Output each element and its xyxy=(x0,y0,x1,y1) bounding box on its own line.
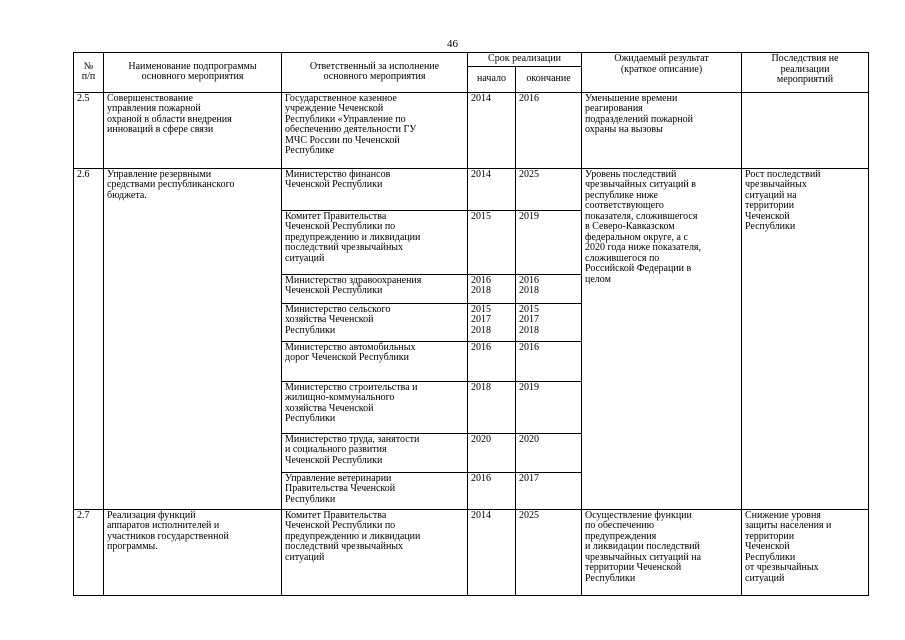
start-year: 2014 xyxy=(468,509,516,595)
row-number: 2.7 xyxy=(74,509,104,595)
header-period: Срок реализации xyxy=(468,53,582,67)
start-year: 2016 2018 xyxy=(468,274,516,303)
header-end: окончание xyxy=(516,66,582,92)
responsible-cell: Государственное казенное учреждение Чеченской Республики «Управление по обеспечению деятельности ГУ МЧС России по Чеченской Республике xyxy=(282,92,468,168)
measure-name: Управление резервными средствами республиканского бюджета. xyxy=(104,168,282,509)
measures-table xyxy=(73,52,869,596)
responsible-cell: Министерство автомобильных дорог Чеченской Республики xyxy=(282,341,468,381)
start-year: 2014 xyxy=(468,168,516,210)
responsible-cell: Министерство здравоохранения Чеченской Республики xyxy=(282,274,468,303)
end-year: 2020 xyxy=(516,433,582,472)
table-row xyxy=(74,92,869,168)
header-name: Наименование подпрограммы основного мероприятия xyxy=(104,53,282,93)
measure-name: Совершенствование управления пожарной охраной в области внедрения инноваций в сфере связи xyxy=(104,92,282,168)
expected-result: Уменьшение времени реагирования подразделений пожарной охраны на вызовы xyxy=(582,92,742,168)
start-year: 2016 xyxy=(468,341,516,381)
header-responsible: Ответственный за исполнение основного мероприятия xyxy=(282,53,468,93)
responsible-cell: Министерство сельского хозяйства Чеченской Республики xyxy=(282,303,468,341)
measure-name: Реализация функций аппаратов исполнителей и участников государственной программы. xyxy=(104,509,282,595)
end-year: 2025 xyxy=(516,509,582,595)
responsible-cell: Министерство строительства и жилищно-коммунального хозяйства Чеченской Республики xyxy=(282,381,468,433)
start-year: 2015 2017 2018 xyxy=(468,303,516,341)
end-year: 2016 xyxy=(516,92,582,168)
start-year: 2020 xyxy=(468,433,516,472)
responsible-cell: Комитет Правительства Чеченской Республики по предупреждению и ликвидации последствий чрезвычайных ситуаций xyxy=(282,509,468,595)
end-year: 2016 xyxy=(516,341,582,381)
consequence-cell xyxy=(742,92,869,168)
responsible-cell: Управление ветеринарии Правительства Чеченской Республики xyxy=(282,472,468,509)
row-number: 2.6 xyxy=(74,168,104,509)
end-year: 2015 2017 2018 xyxy=(516,303,582,341)
responsible-cell: Комитет Правительства Чеченской Республики по предупреждению и ликвидации последствий чрезвычайных ситуаций xyxy=(282,210,468,274)
expected-result: Уровень последствий чрезвычайных ситуаций в республике ниже соответствующего показателя, сложившегося в Северо-Кавказском федеральном округе, а с 2020 года ниже показателя, сложившегося по Российской Федерации в целом xyxy=(582,168,742,509)
header-number: № п/п xyxy=(74,53,104,93)
page-number: 46 xyxy=(447,38,458,50)
table-row xyxy=(74,509,869,595)
responsible-cell: Министерство финансов Чеченской Республики xyxy=(282,168,468,210)
end-year: 2019 xyxy=(516,381,582,433)
row-number: 2.5 xyxy=(74,92,104,168)
consequence-cell: Снижение уровня защиты населения и территории Чеченской Республики от чрезвычайных ситуаций xyxy=(742,509,869,595)
start-year: 2018 xyxy=(468,381,516,433)
table-row xyxy=(74,168,869,210)
start-year: 2016 xyxy=(468,472,516,509)
header-start: начало xyxy=(468,66,516,92)
expected-result: Осуществление функции по обеспечению предупреждения и ликвидации последствий чрезвычайных ситуаций на территории Чеченской Республики xyxy=(582,509,742,595)
end-year: 2017 xyxy=(516,472,582,509)
consequence-cell: Рост последствий чрезвычайных ситуаций на территории Чеченской Республики xyxy=(742,168,869,509)
start-year: 2014 xyxy=(468,92,516,168)
end-year: 2016 2018 xyxy=(516,274,582,303)
end-year: 2019 xyxy=(516,210,582,274)
header-consequence: Последствия не реализации мероприятий xyxy=(742,53,869,93)
start-year: 2015 xyxy=(468,210,516,274)
end-year: 2025 xyxy=(516,168,582,210)
responsible-cell: Министерство труда, занятости и социального развития Чеченской Республики xyxy=(282,433,468,472)
header-result: Ожидаемый результат (краткое описание) xyxy=(582,53,742,93)
